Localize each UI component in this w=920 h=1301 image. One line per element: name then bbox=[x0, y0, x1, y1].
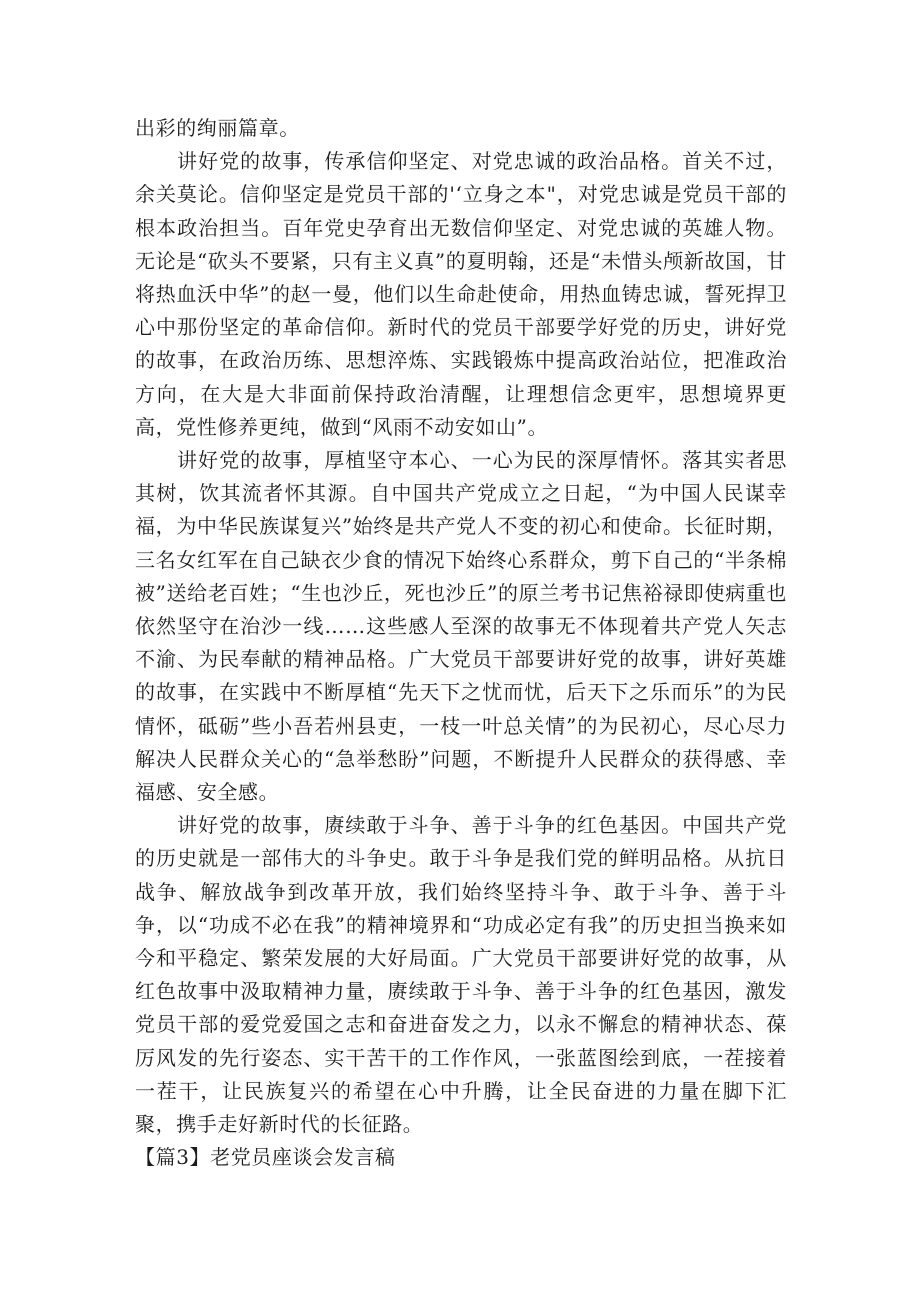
document-body bbox=[135, 112, 787, 1175]
paragraph-people-first: 讲好党的故事，厚植坚守本心、一心为民的深厚情怀。落其实者思其树，饮其流者怀其源。自中国共产党成立之日起，“为中国人民谋幸福，为中华民族谋复兴”始终是共产党人不变的初心和使命。长征时期，三名女红军在自己缺衣少食的情况下始终心系群众，剪下自己的“半条棉被”送给老百姓；“生也沙丘，死也沙丘”的原兰考书记焦裕禄即使病重也依然坚守在治沙一线……这些感人至深的故事无不体现着共产党人矢志不渝、为民奉献的精神品格。广大党员干部要讲好党的故事，讲好英雄的故事，在实践中不断厚植“先天下之忧而忧，后天下之乐而乐”的为民情怀，砥砺”些小吾若州县吏，一枝一叶总关情”的为民初心，尽心尽力解决人民群众关心的“急举愁盼”问题，不断提升人民群众的获得感、幸福感、安全感。 bbox=[135, 448, 787, 805]
paragraph-continuation: 出彩的绚丽篇章。 bbox=[135, 116, 300, 140]
paragraph-red-gene: 讲好党的故事，赓续敢于斗争、善于斗争的红色基因。中国共产党的历史就是一部伟大的斗争史。敢于斗争是我们党的鲜明品格。从抗日战争、解放战争到改革开放，我们始终坚持斗争、敢于斗争、善于斗争，以“功成不必在我”的精神境界和“功成必定有我”的历史担当换来如今和平稳定、繁荣发展的大好局面。广大党员干部要讲好党的故事，从红色故事中汲取精神力量，赓续敢于斗争、善于斗争的红色基因，激发党员干部的爱党爱国之志和奋进奋发之力，以永不懈怠的精神状态、葆厉风发的先行姿态、实干苦干的工作作风，一张蓝图绘到底，一茬接着一茬干，让民族复兴的希望在心中升腾，让全民奋进的力量在脚下汇聚，携手走好新时代的长征路。 bbox=[135, 813, 787, 1137]
section-heading: 【篇3】老党员座谈会发言稿 bbox=[135, 1145, 396, 1170]
paragraph-political-character: 讲好党的故事，传承信仰坚定、对党忠诚的政治品格。首关不过，余关莫论。信仰坚定是党员干部的'‘立身之本"，对党忠诚是党员干部的根本政治担当。百年党史孕育出无数信仰坚定、对党忠诚的英雄人物。无论是“砍头不要紧，只有主义真”的夏明翰，还是“未惜头颅新故国，甘将热血沃中华”的赵一曼，他们以生命赴使命，用热血铸忠诚，誓死捍卫心中那份坚定的革命信仰。新时代的党员干部要学好党的历史，讲好党的故事，在政治历练、思想淬炼、实践锻炼中提高政治站位，把准政治方向，在大是大非面前保持政治清醒，让理想信念更牢，思想境界更高，党性修养更纯，做到“风雨不动安如山”。 bbox=[135, 149, 787, 439]
